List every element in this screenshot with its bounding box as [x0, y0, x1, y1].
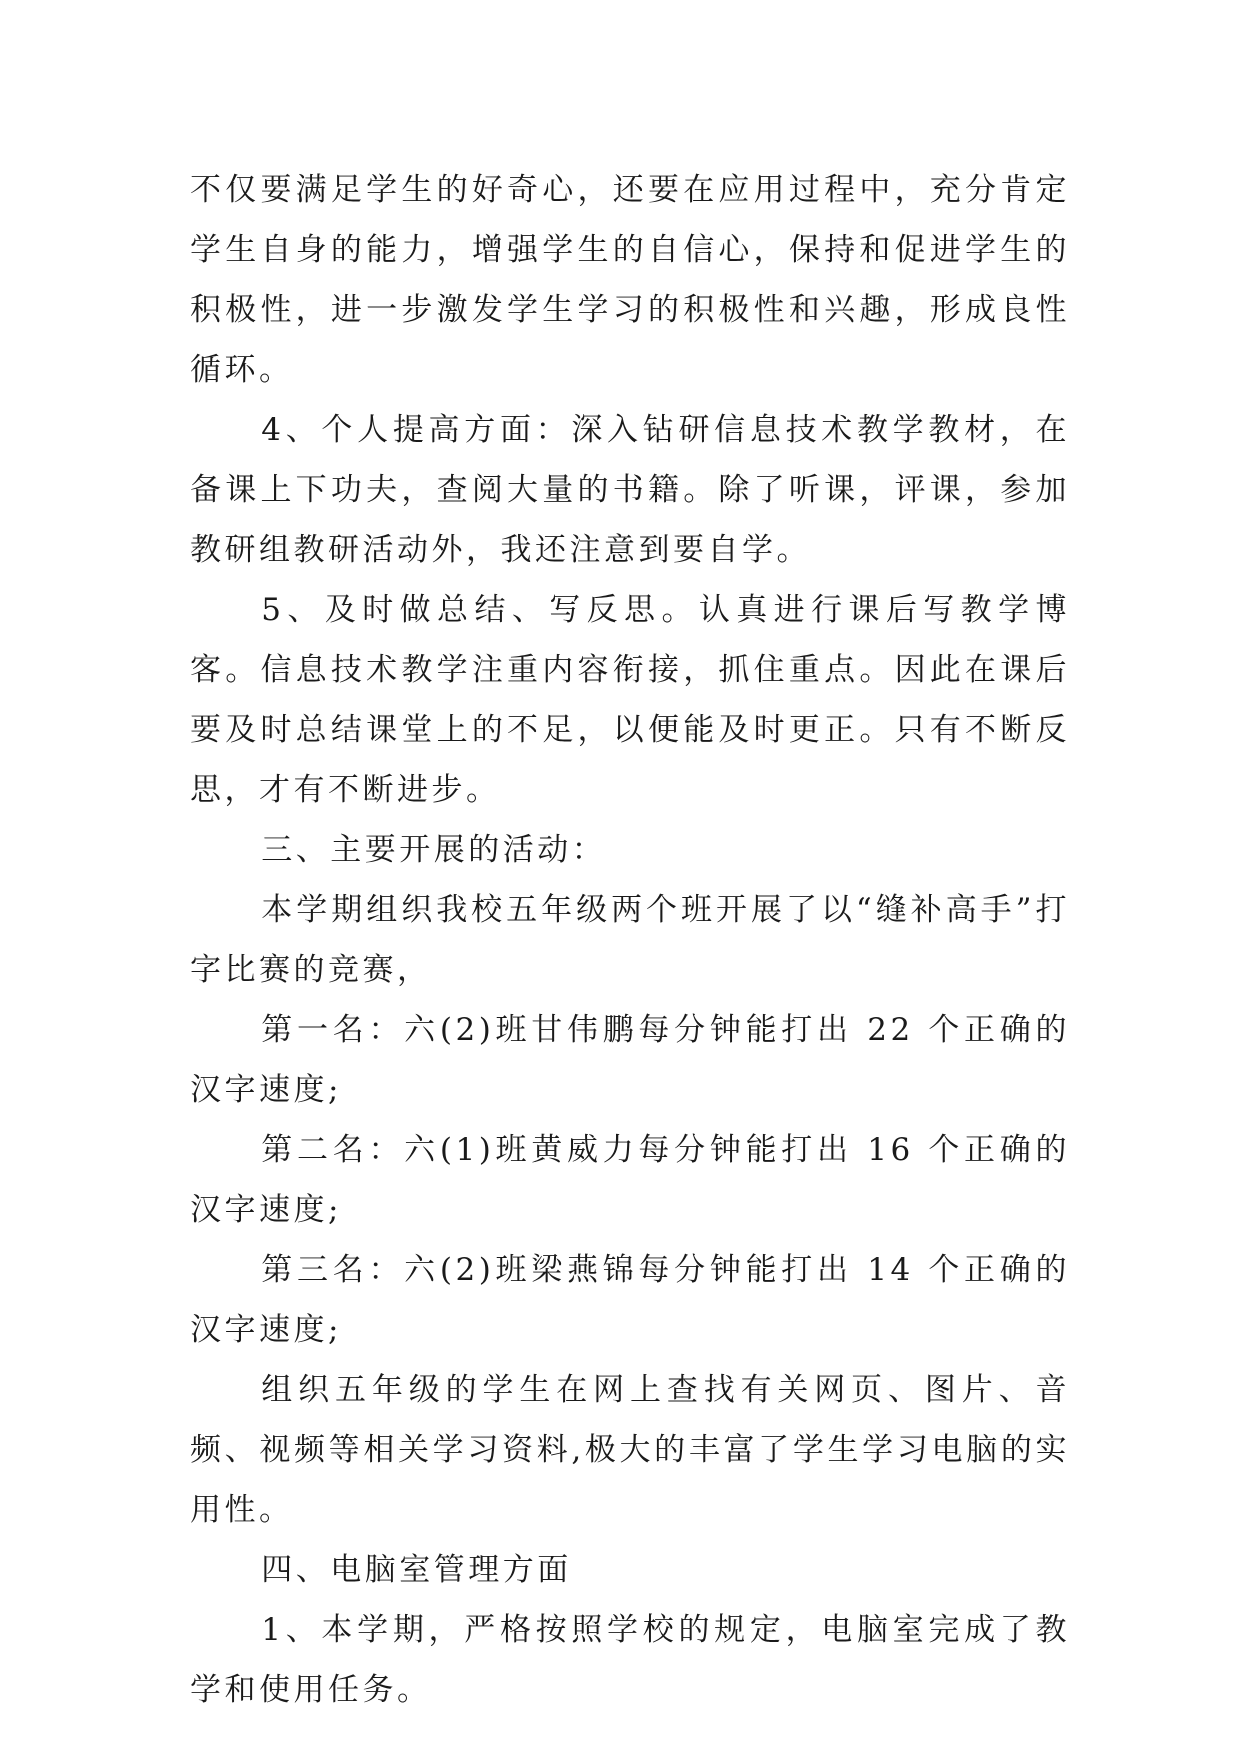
paragraph-personal-improvement: 4、个人提高方面：深入钻研信息技术教学教材，在备课上下功夫，查阅大量的书籍。除了听课，评课，参加教研组教研活动外，我还注意到要自学。 [190, 412, 1070, 568]
paragraph-second-place: 第二名：六(1)班黄威力每分钟能打出 16 个正确的汉字速度; [190, 1132, 1070, 1228]
paragraph-typing-contest: 本学期组织我校五年级两个班开展了以“缝补高手”打字比赛的竞赛， [190, 892, 1070, 988]
section-heading-lab-management: 四、电脑室管理方面 [261, 1552, 572, 1588]
paragraph-reflection: 5、及时做总结、写反思。认真进行课后写教学博客。信息技术教学注重内容衔接，抓住重点。因此在课后要及时总结课堂上的不足，以便能及时更正。只有不断反思，才有不断进步。 [190, 592, 1070, 808]
paragraph-lab-tasks: 1、本学期，严格按照学校的规定，电脑室完成了教学和使用任务。 [190, 1612, 1070, 1708]
paragraph-first-place: 第一名：六(2)班甘伟鹏每分钟能打出 22 个正确的汉字速度; [190, 1012, 1070, 1108]
document-body [190, 160, 1070, 1720]
paragraph-online-research: 组织五年级的学生在网上查找有关网页、图片、音频、视频等相关学习资料,极大的丰富了学生学习电脑的实用性。 [190, 1372, 1070, 1528]
section-heading-activities: 三、主要开展的活动： [261, 832, 607, 868]
paragraph-third-place: 第三名：六(2)班梁燕锦每分钟能打出 14 个正确的汉字速度; [190, 1252, 1070, 1348]
paragraph-curiosity: 不仅要满足学生的好奇心，还要在应用过程中，充分肯定学生自身的能力，增强学生的自信心，保持和促进学生的积极性，进一步激发学生学习的积极性和兴趣，形成良性循环。 [190, 172, 1070, 388]
